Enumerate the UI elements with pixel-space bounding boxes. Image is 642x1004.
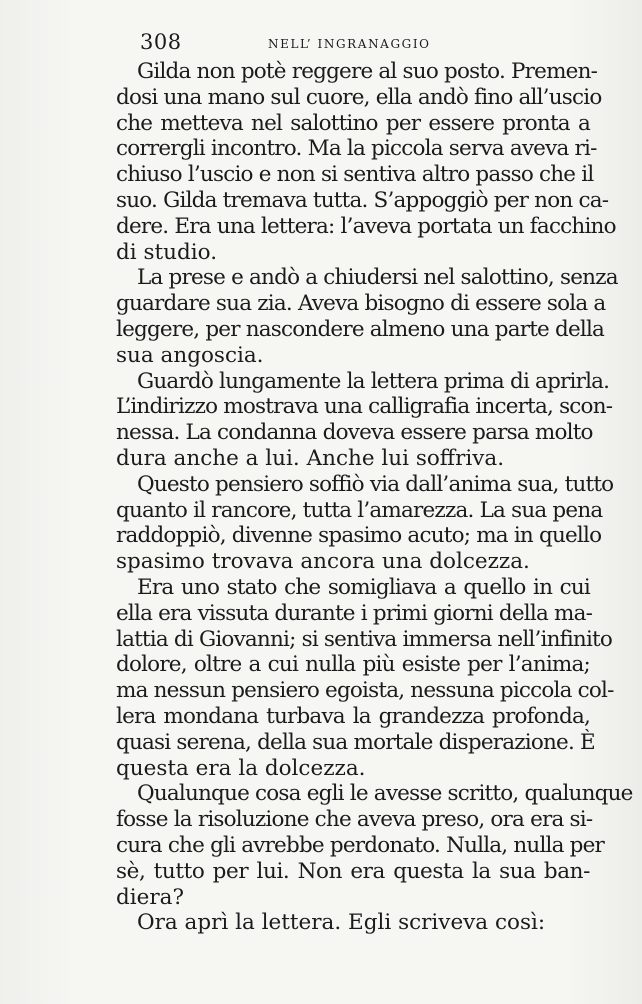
text-line: di studio.: [116, 239, 218, 265]
body-text: [116, 59, 633, 936]
text-line: dura anche a lui. Anche lui soffriva.: [116, 445, 505, 471]
text-line: raddoppiò, divenne spasimo acuto; ma in quello: [116, 523, 602, 549]
paragraph: [116, 781, 633, 910]
text-line: dolore, oltre a cui nulla più esiste per l’anima;: [116, 652, 590, 678]
text-line: Gilda non potè reggere al suo posto. Premen-: [137, 59, 598, 84]
text-line: ma nessun pensiero egoista, nessuna piccola col-: [116, 678, 614, 704]
text-line: questa era la dolcezza.: [116, 755, 366, 781]
text-line: diera?: [116, 884, 184, 910]
text-line: chiuso l’uscio e non si sentiva altro passo che il: [116, 162, 594, 188]
text-line: L’indirizzo mostrava una calligrafia incerta, scon-: [116, 394, 613, 420]
text-line: che metteva nel salottino per essere pronta a: [116, 110, 590, 136]
running-title: NELL’ INGRANAGGIO: [268, 37, 431, 51]
text-line: sua angoscia.: [116, 342, 264, 368]
paragraph: [116, 574, 614, 781]
paragraph: [116, 471, 614, 575]
text-line: quasi serena, della sua mortale disperazione. È: [116, 729, 595, 755]
text-line: La prese e andò a chiudersi nel salottino, senza: [137, 265, 618, 291]
page-number: 308: [140, 30, 182, 54]
text-line: lera mondana turbava la grandezza profonda,: [116, 703, 590, 729]
text-line: dere. Era una lettera: l’aveva portata un facchino: [116, 213, 616, 239]
text-line: Era uno stato che somigliava a quello in cui: [137, 574, 590, 600]
text-line: corrergli incontro. Ma la piccola serva aveva ri-: [116, 136, 597, 162]
text-line: fosse la risoluzione che aveva preso, ora era si-: [116, 807, 593, 833]
paragraph: [116, 910, 590, 936]
text-line: leggere, per nascondere almeno una parte della: [116, 316, 605, 342]
text-line: Ora aprì la lettera. Egli scriveva così:: [137, 910, 546, 936]
text-line: ella era vissuta durante i primi giorni della ma-: [116, 600, 593, 626]
text-line: cura che gli avrebbe perdonato. Nulla, nulla per: [116, 832, 605, 858]
running-head: [140, 30, 600, 58]
paragraph: [116, 265, 618, 368]
text-line: guardare sua zia. Aveva bisogno di essere sola a: [116, 291, 606, 317]
text-line: Guardò lungamente la lettera prima di aprirla.: [137, 368, 610, 394]
text-line: nessa. La condanna doveva essere parsa molto: [116, 420, 593, 446]
text-line: lattia di Giovanni; si sentiva immersa nell’infinito: [116, 626, 613, 652]
text-line: dosi una mano sul cuore, ella andò fino all’uscio: [116, 84, 602, 110]
paragraph: [116, 368, 613, 472]
text-line: Qualunque cosa egli le avesse scritto, qualunque: [137, 781, 633, 807]
text-line: suo. Gilda tremava tutta. S’appoggiò per non ca-: [116, 187, 609, 213]
text-line: sè, tutto per lui. Non era questa la sua ban-: [116, 858, 590, 884]
text-line: spasimo trovava ancora una dolcezza.: [116, 549, 530, 575]
text-line: quanto il rancore, tutta l’amarezza. La sua pena: [116, 497, 603, 523]
paragraph: [116, 59, 616, 265]
text-line: Questo pensiero soffiò via dall’anima sua, tutto: [137, 471, 614, 497]
